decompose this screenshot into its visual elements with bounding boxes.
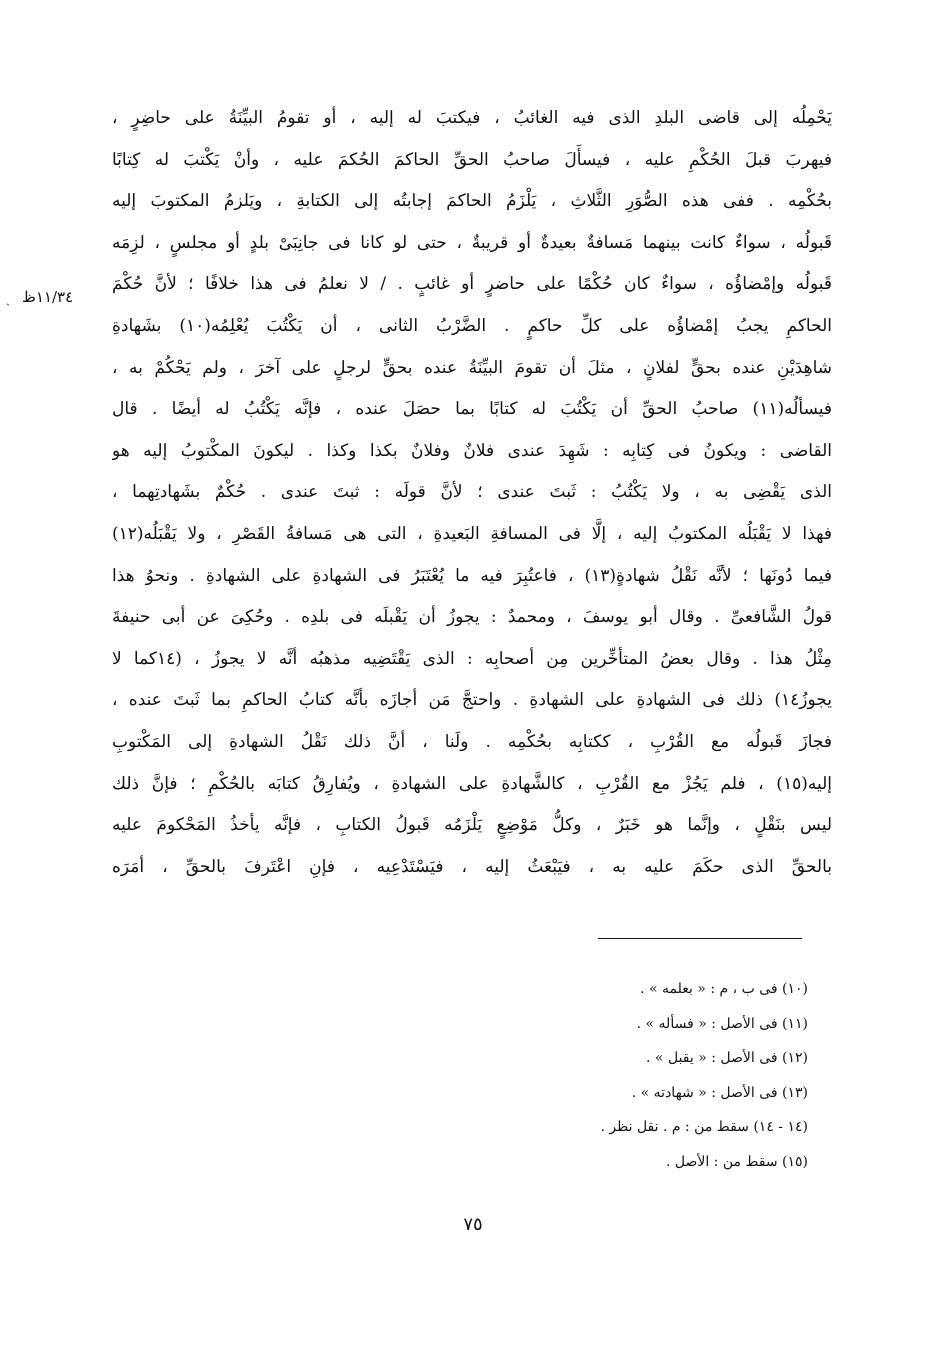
text-line: الذى يَقْضِى به ، ولا يَكْتُبُ : ثَبتَ عندى ؛ لأنَّ قولَه : ثبتَ عندى . حُكْمٌ بشَهادتِهما ، bbox=[112, 482, 832, 503]
footnote: (١٠) فى ب ، م : « بعلمه » . bbox=[640, 981, 808, 997]
footnote: (١٢) فى الأصل : « يقبل » . bbox=[646, 1050, 808, 1067]
text-line: قَبولُه ، سواءٌ كانت بينهما مَسافةٌ بعيدةٌ أو قريبةٌ ، حتى لو كانا فى جانِبَىْ بلدٍ أو مجلسٍ ، لزِمَه bbox=[112, 232, 832, 253]
footnote: (١١) فى الأصل : « فسأله » . bbox=[636, 1015, 808, 1032]
manuscript-folio-reference: ١١/٣٤ظ bbox=[22, 288, 74, 306]
text-line: الحاكمِ يجبُ إمْضاؤُه على كلِّ حاكمٍ . الضَّرْبُ الثانى ، أن يَكْتُبَ يُعْلِمُه(١٠) بشَهادةِ bbox=[112, 315, 832, 336]
footnote: (١٥) سقط من : الأصل . bbox=[665, 1153, 808, 1170]
margin-tick-mark: ˎ bbox=[6, 292, 10, 306]
text-line: فيسألُه(١١) صاحبُ الحقِّ أن يَكْتُبَ له كتابًا بما حصَلَ عنده ، فإنَّه يَكْتُبُ له أيضًا . قال bbox=[112, 399, 832, 420]
text-line: مِثْلُ هذا . وقال بعضُ المتأخِّرين مِن أصحابِه : الذى يَقْتَضِيه مذهبُه أنَّه لا يجوزُ ، (١٤كما لا bbox=[112, 648, 832, 669]
text-line: يَحْمِلُه إلى قاضى البلدِ الذى فيه الغائبُ ، فيكتبَ له إليه ، أو تقومُ البيِّنَةُ على حاضِرٍ ، bbox=[112, 108, 832, 128]
page-number: ٧٥ bbox=[463, 1214, 483, 1235]
footnotes-list bbox=[360, 972, 808, 1180]
footnote-separator bbox=[598, 938, 802, 939]
main-text-block bbox=[112, 98, 832, 888]
footnote: (١٤ - ١٤) سقط من : م . نقل نظر . bbox=[600, 1119, 808, 1136]
footnote: (١٣) فى الأصل : « شهادته » . bbox=[631, 1084, 808, 1101]
text-line: إليه(١٥) ، فلم يَجُزْ مع القُرْبِ ، كالشَّهادةِ على الشهادةِ ، ويُفارِقُ كتابَه بالحُكْمِ ؛ فإنَّ ذلك bbox=[112, 773, 832, 794]
text-line: قولُ الشَّافعىِّ . وقال أبو يوسفَ ، ومحمدٌ : يجوزُ أن يَقْبلَه فى بلدِه . وحُكِىَ عن أبى حنيفةَ bbox=[112, 607, 832, 628]
text-line: بحُكْمِه . ففى هذه الصُّوَرِ الثَّلاثِ ، يَلْزَمُ الحاكمَ إجابتُه إلى الكتابةِ ، ويَلزمُ المكتوبَ إليه bbox=[112, 191, 832, 212]
text-line: فهذا لا يَقْبَلُه المكتوبُ إليه ، إلَّا فى المسافةِ البَعيدةِ ، التى هى مَسافةُ القَصْرِ ، ولا يَقْبَلُه(١٢) bbox=[112, 523, 832, 544]
text-line: يجوزُ١٤) ذلك فى الشهادةِ على الشهادةِ . واحتجَّ مَن أجازَه بأنَّه كتابُ الحاكمِ بما ثَبتَ عنده ، bbox=[112, 690, 832, 711]
text-line: القاضى : ويكونُ فى كِتابِه : شَهِدَ عندى فلانٌ وفلانٌ بكذا وكذا . ليكونَ المكْتوبُ إليه هو bbox=[112, 440, 832, 461]
text-line: ليس بنَقْلٍ ، وإنَّما هو خَبَرٌ ، وكلُّ مَوْضِعٍ يَلْزَمُه قَبولُ الكتابِ ، فإنَّه يأخذُ المَحْكومَ عليه bbox=[112, 815, 832, 836]
text-line: فيهربَ قبلَ الحُكْمِ عليه ، فيسأَلَ صاحبُ الحقِّ الحاكمَ الحُكمَ عليه ، وأنْ يَكْتبَ له كِتابًا bbox=[112, 149, 832, 170]
text-line: بالحقِّ الذى حكَمَ عليه به ، فيَبْعَثُ إليه ، فيَسْتَدْعِيه ، فإنِ اعْتَرفَ بالحقِّ ، أمَرَه bbox=[112, 856, 832, 877]
text-line: فيما دُونَها ؛ لأنَّه نَقْلُ شهادةٍ(١٣) ، فاعتُبِرَ فيه ما يُعْتَبَرُ فى الشهادةِ على الشهادةِ . ونحوُ هذا bbox=[112, 565, 832, 586]
text-line: قَبولُه وإمْضاؤُه ، سواءٌ كان حُكْمًا على حاضرٍ أو غائبٍ . / لا نعلمُ فى هذا خلافًا ؛ لأنَّ حُكْمَ bbox=[112, 274, 832, 295]
text-line: فجازَ قَبولُه مع القُرْبِ ، ككتابِه بحُكْمِه . ولَنا ، أنَّ ذلك نَقْلُ الشهادةِ إلى المَكْتوبِ bbox=[112, 731, 832, 752]
text-line: شاهِدَيْنِ عنده بحقٍّ لفلانٍ ، مثلَ أن تقومَ البيِّنَةُ عنده بحقٍّ لرجلٍ على آخرَ ، ولم يَحْكُمْ به ، bbox=[112, 357, 832, 378]
